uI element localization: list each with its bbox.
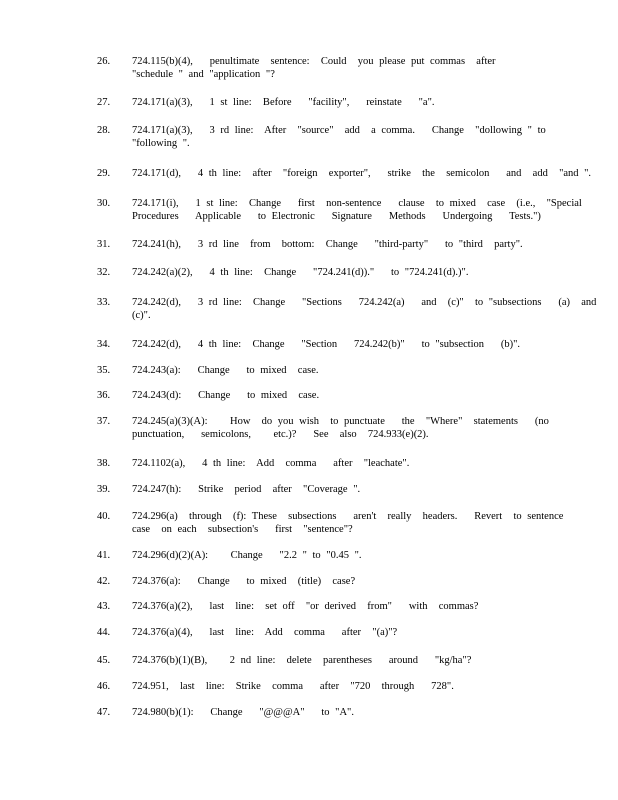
- item-text-line: 724.376(a)(4), last line: Add comma after "(a)"?: [132, 627, 398, 638]
- item-text: [132, 510, 564, 536]
- item-text: [132, 55, 527, 81]
- item-number: 32.: [97, 267, 111, 278]
- item-text-line: 724.171(d), 4 th line: after "foreign exporter", strike the semicolon and add "and ".: [132, 168, 592, 179]
- item-text: [132, 706, 527, 719]
- item-text-line: 724.171(a)(3), 1 st line: Before "facility", reinstate "a".: [132, 97, 435, 108]
- item-text-line: 724.242(a)(2), 4 th line: Change "724.241(d))." to "724.241(d).)".: [132, 267, 469, 278]
- item-number: 35.: [97, 365, 111, 376]
- item-text: [132, 549, 527, 562]
- item-text: [132, 457, 527, 470]
- item-number: 28.: [97, 125, 111, 136]
- item-text-line: 724.245(a)(3)(A): How do you wish to punctuate the "Where" statements (no: [132, 416, 549, 427]
- item-text: [132, 654, 527, 667]
- item-number: 43.: [97, 601, 111, 612]
- item-number: 27.: [97, 97, 111, 108]
- item-text-line: 724.376(a)(2), last line: set off "or derived from" with commas?: [132, 601, 479, 612]
- item-number: 39.: [97, 484, 111, 495]
- item-text-line: 724.241(h), 3 rd line from bottom: Change "third-party" to "third party".: [132, 239, 523, 250]
- item-text: [132, 483, 527, 496]
- item-number: 29.: [97, 168, 111, 179]
- item-text-line: 724.243(d): Change to mixed case.: [132, 390, 320, 401]
- item-text: [132, 600, 527, 613]
- item-text: [132, 296, 597, 322]
- item-text-line: Procedures Applicable to Electronic Signature Methods Undergoing Tests."): [132, 211, 541, 222]
- item-text: [132, 197, 582, 223]
- item-number: 46.: [97, 681, 111, 692]
- item-number: 42.: [97, 576, 111, 587]
- item-number: 44.: [97, 627, 111, 638]
- item-number: 40.: [97, 511, 111, 522]
- item-text: [132, 96, 527, 109]
- item-number: 31.: [97, 239, 111, 250]
- item-text: [132, 238, 527, 251]
- item-number: 30.: [97, 198, 111, 209]
- item-text-line: 724.171(a)(3), 3 rd line: After "source" add a comma. Change "dollowing " to: [132, 125, 546, 136]
- item-text: [132, 266, 527, 279]
- item-text-line: 724.951, last line: Strike comma after "720 through 728".: [132, 681, 454, 692]
- item-text: [132, 389, 527, 402]
- item-text-line: "following ".: [132, 138, 190, 149]
- item-number: 33.: [97, 297, 111, 308]
- item-number: 26.: [97, 56, 111, 67]
- item-number: 38.: [97, 458, 111, 469]
- item-text-line: 724.115(b)(4), penultimate sentence: Could you please put commas after: [132, 56, 496, 67]
- item-text-line: 724.242(d), 3 rd line: Change "Sections 724.242(a) and (c)" to "subsections (a) and: [132, 297, 597, 308]
- item-number: 45.: [97, 655, 111, 666]
- item-text: [132, 364, 527, 377]
- item-text-line: 724.243(a): Change to mixed case.: [132, 365, 319, 376]
- item-text: [132, 575, 527, 588]
- item-text-line: 724.242(d), 4 th line: Change "Section 724.242(b)" to "subsection (b)".: [132, 339, 521, 350]
- item-number: 34.: [97, 339, 111, 350]
- item-text-line: punctuation, semicolons, etc.)? See also 724.933(e)(2).: [132, 429, 429, 440]
- item-text-line: 724.376(b)(1)(B), 2 nd line: delete parentheses around "kg/ha"?: [132, 655, 472, 666]
- item-text-line: 724.1102(a), 4 th line: Add comma after "leachate".: [132, 458, 410, 469]
- item-text-line: 724.376(a): Change to mixed (title) case?: [132, 576, 356, 587]
- item-text: [132, 338, 527, 351]
- item-text-line: 724.296(d)(2)(A): Change "2.2 " to "0.45 ".: [132, 550, 362, 561]
- item-number: 41.: [97, 550, 111, 561]
- item-text-line: 724.980(b)(1): Change "@@@A" to "A".: [132, 707, 354, 718]
- item-text-line: case on each subsection's first "sentence"?: [132, 524, 353, 535]
- item-text: [132, 167, 592, 180]
- item-number: 47.: [97, 707, 111, 718]
- item-text: [132, 680, 527, 693]
- item-text-line: "schedule " and "application "?: [132, 69, 275, 80]
- item-text: [132, 626, 527, 639]
- item-text-line: 724.171(i), 1 st line: Change first non-sentence clause to mixed case (i.e., "Special: [132, 198, 582, 209]
- item-text-line: 724.247(h): Strike period after "Coverage ".: [132, 484, 361, 495]
- item-text: [132, 124, 546, 150]
- item-number: 36.: [97, 390, 111, 401]
- item-text-line: 724.296(a) through (f): These subsections aren't really headers. Revert to sentence: [132, 511, 564, 522]
- item-number: 37.: [97, 416, 111, 427]
- item-text-line: (c)".: [132, 310, 151, 321]
- item-text: [132, 415, 549, 441]
